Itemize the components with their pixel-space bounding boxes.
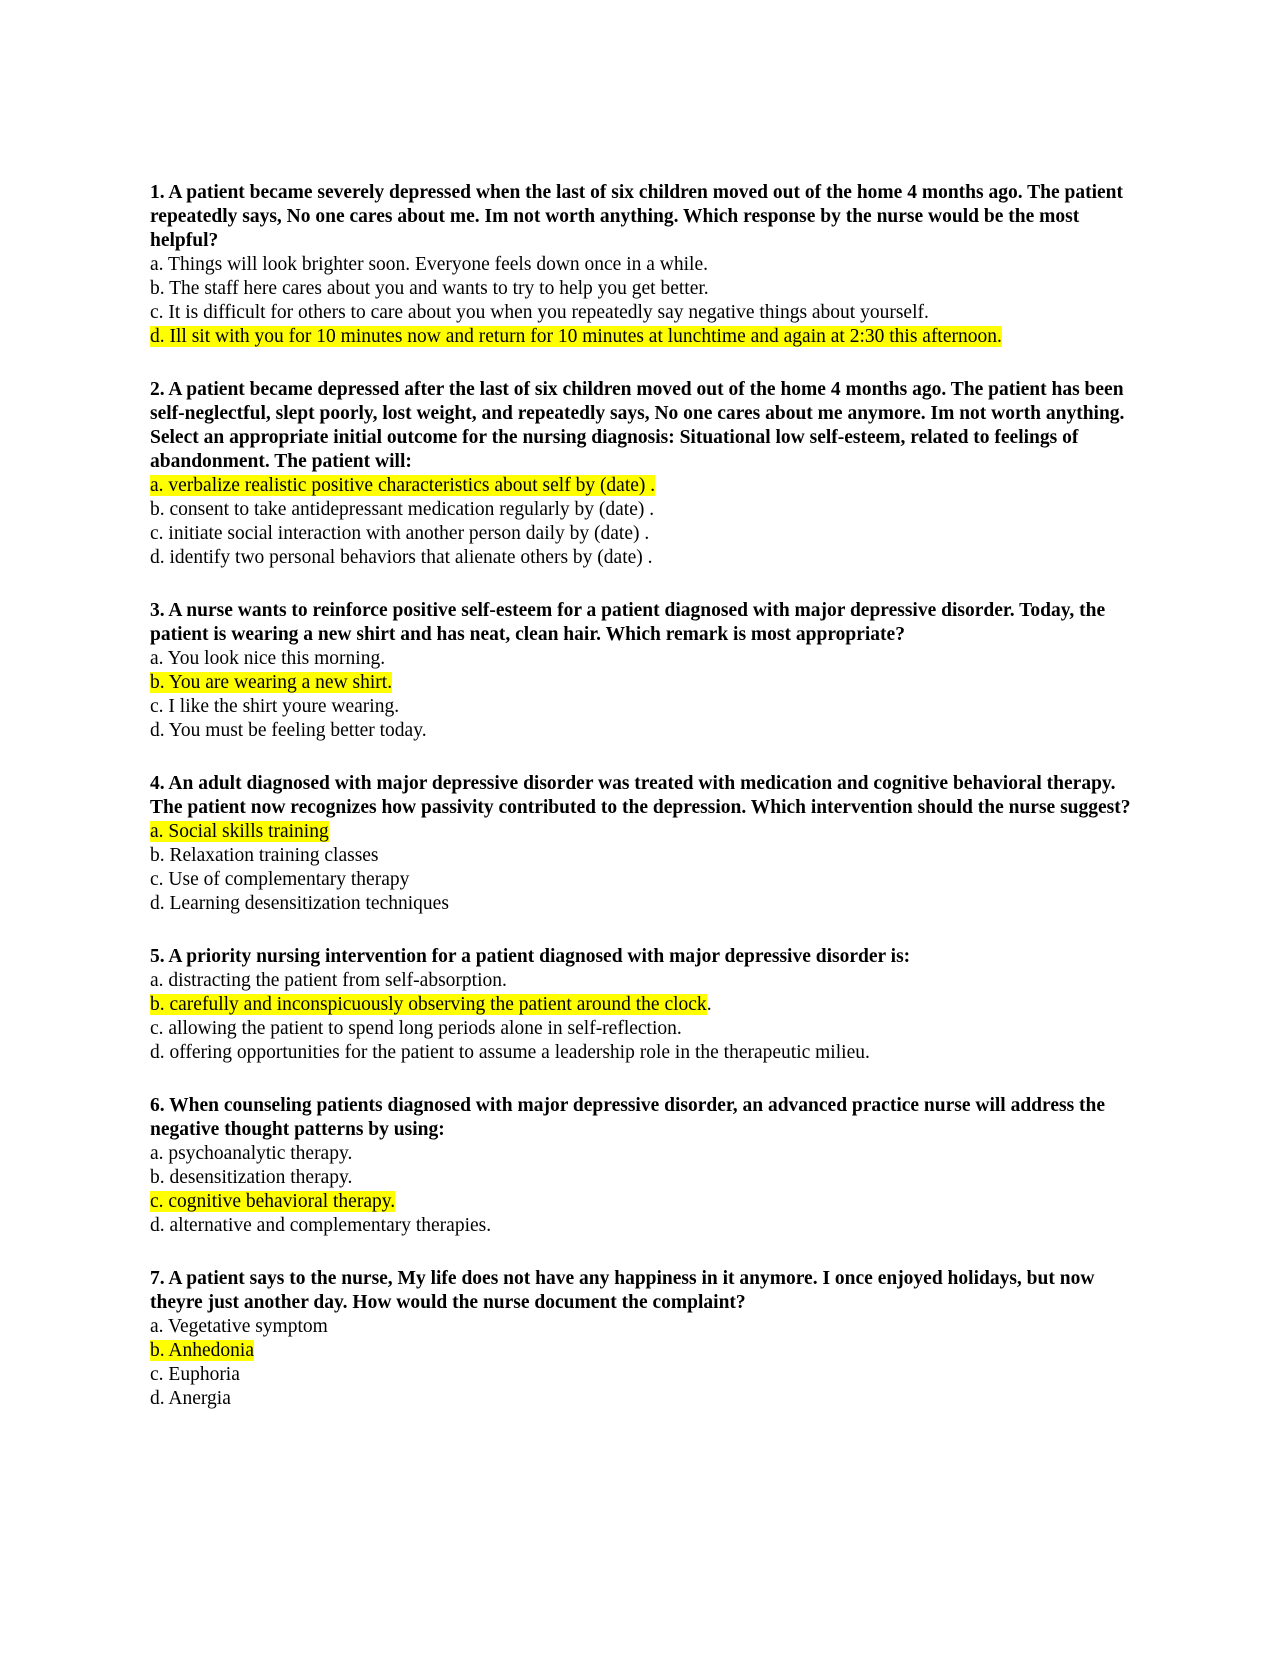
answer-option-c (150, 1017, 1135, 1041)
question-1 (150, 181, 1135, 349)
question-7 (150, 1267, 1135, 1411)
answer-option-a (150, 1315, 1135, 1339)
question-stem: 2. A patient became depressed after the last of six children moved out of the home 4 months ago. The patient has been self-neglectful, slept poorly, lost weight, and repeatedly says, No one cares about me anymore. Im not worth anything. Select an appropriate initial outcome for the nursing diagnosis: Situational low self-esteem, related to feelings of abandonment. The patient will: (150, 379, 1125, 472)
option-text: b. Relaxation training classes (150, 845, 379, 866)
option-text: d. You must be feeling better today. (150, 720, 427, 741)
answer-option-d-correct (150, 325, 1135, 349)
highlighted-option-text: b. You are wearing a new shirt. (150, 672, 393, 693)
question-stem: 7. A patient says to the nurse, My life does not have any happiness in it anymore. I once enjoyed holidays, but now theyre just another day. How would the nurse document the complaint? (150, 1268, 1095, 1313)
highlighted-option-text: d. Ill sit with you for 10 minutes now and return for 10 minutes at lunchtime and again at 2:30 this afternoon. (150, 326, 1002, 347)
question-stem: 4. An adult diagnosed with major depressive disorder was treated with medication and cognitive behavioral therapy. The patient now recognizes how passivity contributed to the depression. Which intervention should the nurse suggest? (150, 773, 1131, 818)
answer-option-b-correct (150, 993, 1135, 1017)
answer-option-c (150, 522, 1135, 546)
highlighted-option-text: a. Social skills training (150, 821, 329, 842)
answer-option-d (150, 1214, 1135, 1238)
option-text: d. alternative and complementary therapies. (150, 1215, 492, 1236)
option-text: a. Vegetative symptom (150, 1316, 328, 1337)
answer-option-c (150, 1363, 1135, 1387)
answer-option-d (150, 546, 1135, 570)
answer-option-a-correct (150, 474, 1135, 498)
answer-option-b (150, 844, 1135, 868)
option-text: d. offering opportunities for the patient to assume a leadership role in the therapeutic milieu. (150, 1042, 870, 1063)
answer-option-b (150, 1166, 1135, 1190)
question-6 (150, 1094, 1135, 1238)
option-text: c. It is difficult for others to care about you when you repeatedly say negative things about yourself. (150, 302, 929, 323)
answer-option-b (150, 498, 1135, 522)
option-text: c. allowing the patient to spend long periods alone in self-reflection. (150, 1018, 682, 1039)
option-text: a. Things will look brighter soon. Everyone feels down once in a while. (150, 254, 708, 275)
option-text: a. You look nice this morning. (150, 648, 386, 669)
option-text: d. identify two personal behaviors that alienate others by (date) . (150, 547, 653, 568)
question-stem: 1. A patient became severely depressed when the last of six children moved out of the home 4 months ago. The patient repeatedly says, No one cares about me. Im not worth anything. Which response by the nurse would be the most helpful? (150, 182, 1124, 251)
answer-option-a (150, 253, 1135, 277)
answer-option-a (150, 647, 1135, 671)
highlighted-option-text: b. Anhedonia (150, 1340, 254, 1361)
answer-option-d (150, 892, 1135, 916)
option-text: a. psychoanalytic therapy. (150, 1143, 353, 1164)
answer-option-c (150, 695, 1135, 719)
question-5 (150, 945, 1135, 1065)
option-text: c. Euphoria (150, 1364, 240, 1385)
answer-option-c (150, 868, 1135, 892)
answer-option-d (150, 1387, 1135, 1411)
option-text: c. I like the shirt youre wearing. (150, 696, 400, 717)
answer-option-a-correct (150, 820, 1135, 844)
answer-option-d (150, 719, 1135, 743)
answer-option-a (150, 1142, 1135, 1166)
highlighted-option-text: a. verbalize realistic positive characteristics about self by (date) . (150, 475, 656, 496)
question-stem: 3. A nurse wants to reinforce positive self-esteem for a patient diagnosed with major depressive disorder. Today, the patient is wearing a new shirt and has neat, clean hair. Which remark is most appropriate? (150, 600, 1106, 645)
answer-option-a (150, 969, 1135, 993)
question-2 (150, 378, 1135, 570)
answer-option-b (150, 277, 1135, 301)
answer-option-c (150, 301, 1135, 325)
document-page (150, 181, 1135, 1440)
highlighted-option-text: c. cognitive behavioral therapy. (150, 1191, 396, 1212)
option-text: d. Learning desensitization techniques (150, 893, 449, 914)
option-text: a. distracting the patient from self-absorption. (150, 970, 507, 991)
answer-option-b-correct (150, 1339, 1135, 1363)
question-4 (150, 772, 1135, 916)
answer-option-d (150, 1041, 1135, 1065)
option-text: b. consent to take antidepressant medication regularly by (date) . (150, 499, 655, 520)
question-stem: 5. A priority nursing intervention for a patient diagnosed with major depressive disorder is: (150, 946, 911, 967)
option-trailing-period: . (706, 994, 712, 1015)
answer-option-b-correct (150, 671, 1135, 695)
answer-option-c-correct (150, 1190, 1135, 1214)
option-text: b. The staff here cares about you and wants to try to help you get better. (150, 278, 709, 299)
question-3 (150, 599, 1135, 743)
option-text: d. Anergia (150, 1388, 231, 1409)
option-text: b. desensitization therapy. (150, 1167, 353, 1188)
question-stem: 6. When counseling patients diagnosed with major depressive disorder, an advanced practice nurse will address the negative thought patterns by using: (150, 1095, 1106, 1140)
option-text: c. Use of complementary therapy (150, 869, 410, 890)
option-text: c. initiate social interaction with another person daily by (date) . (150, 523, 650, 544)
highlighted-option-text: b. carefully and inconspicuously observing the patient around the clock (150, 994, 707, 1015)
